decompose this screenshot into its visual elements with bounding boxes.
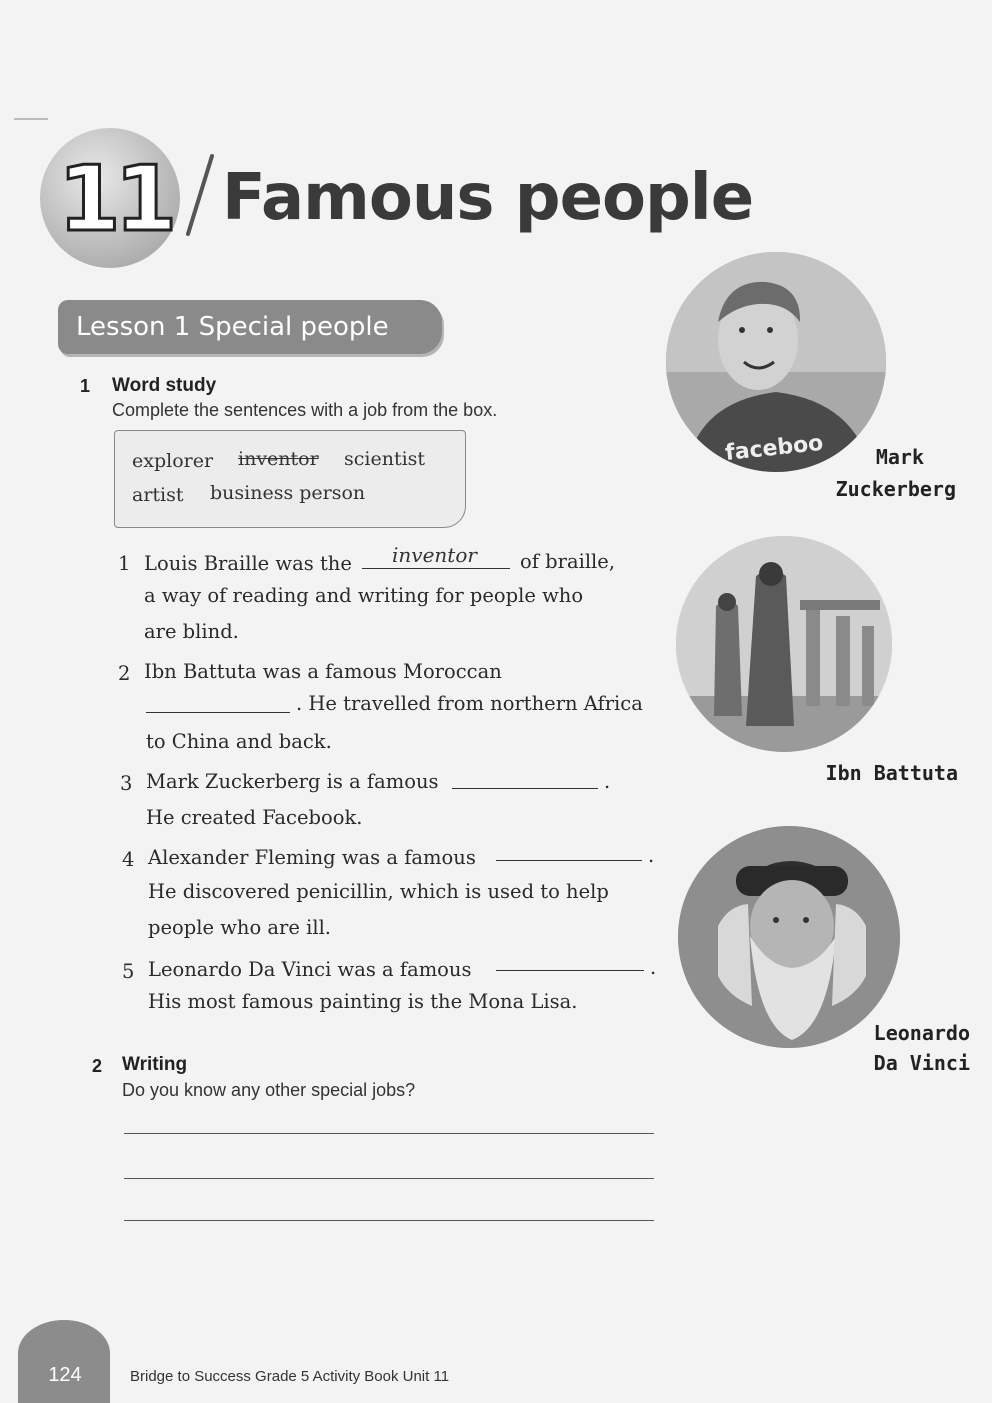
sentence-3-period: . bbox=[604, 770, 611, 793]
page-number: 124 bbox=[48, 1364, 82, 1386]
sentence-5-period: . bbox=[650, 956, 657, 979]
exercise-2-number: 2 bbox=[92, 1056, 103, 1076]
sentence-2-line-1: Ibn Battuta was a famous Moroccan bbox=[144, 660, 502, 683]
word-box bbox=[114, 430, 466, 528]
sentence-2-number: 2 bbox=[118, 662, 131, 685]
caption-ibn-battuta: Ibn Battuta bbox=[825, 761, 958, 785]
sentence-5-line-1: Leonardo Da Vinci was a famous bbox=[148, 958, 472, 981]
unit-number: 11 bbox=[58, 147, 172, 252]
caption-leonardo: Leonardo bbox=[873, 1021, 970, 1045]
sentence-4-line-3: people who are ill. bbox=[148, 916, 332, 939]
sentence-1-text-a: Louis Braille was the bbox=[144, 552, 352, 575]
ibn-battuta-portrait bbox=[676, 536, 892, 752]
sentence-5-blank[interactable] bbox=[496, 968, 644, 971]
caption-da-vinci: Da Vinci bbox=[873, 1051, 970, 1075]
exercise-1-instruction: Complete the sentences with a job from the box. bbox=[112, 400, 498, 420]
sentence-4-line-2: He discovered penicillin, which is used to help bbox=[148, 880, 609, 903]
sentence-3-line-2: He created Facebook. bbox=[146, 806, 363, 829]
exercise-2-instruction: Do you know any other special jobs? bbox=[122, 1080, 416, 1100]
top-rule bbox=[14, 118, 48, 120]
title-slash-icon bbox=[182, 150, 216, 240]
word-explorer: explorer bbox=[132, 450, 214, 472]
sentence-4-period: . bbox=[648, 844, 655, 867]
word-inventor-struck: inventor bbox=[238, 448, 319, 470]
sentence-2-blank[interactable] bbox=[146, 710, 290, 713]
sentence-5-line-2: His most famous painting is the Mona Lisa. bbox=[148, 990, 578, 1013]
sentence-2-line-3: to China and back. bbox=[146, 730, 332, 753]
sentence-2-line-2: . He travelled from northern Africa bbox=[296, 692, 643, 715]
sentence-1-line-2: a way of reading and writing for people who bbox=[144, 584, 584, 607]
writing-line-3[interactable] bbox=[124, 1220, 654, 1221]
caption-mark: Mark bbox=[875, 445, 924, 469]
word-artist: artist bbox=[132, 484, 184, 506]
sentence-4-line-1: Alexander Fleming was a famous bbox=[148, 846, 476, 869]
exercise-1-heading: Word study bbox=[112, 375, 217, 396]
footer-book-title: Bridge to Success Grade 5 Activity Book Unit 11 bbox=[130, 1368, 450, 1385]
sentence-3-number: 3 bbox=[120, 772, 133, 795]
mark-zuckerberg-portrait bbox=[666, 252, 886, 472]
sentence-1-line-3: are blind. bbox=[144, 620, 239, 643]
unit-title: Famous people bbox=[222, 161, 754, 235]
writing-line-1[interactable] bbox=[124, 1133, 654, 1134]
sentence-1-text-b: of braille, bbox=[520, 550, 616, 573]
facebook-shirt-text: faceboo bbox=[724, 430, 825, 466]
sentence-1-number: 1 bbox=[118, 552, 131, 575]
exercise-1-number: 1 bbox=[80, 376, 91, 396]
exercise-2-heading: Writing bbox=[122, 1054, 188, 1075]
sentence-4-blank[interactable] bbox=[496, 858, 642, 861]
page-number-tab bbox=[18, 1320, 110, 1403]
word-scientist: scientist bbox=[344, 448, 426, 470]
sentence-3-line-1: Mark Zuckerberg is a famous bbox=[146, 770, 439, 793]
word-business-person: business person bbox=[210, 482, 366, 504]
writing-line-2[interactable] bbox=[124, 1178, 654, 1179]
leonardo-da-vinci-portrait bbox=[678, 826, 900, 1048]
sentence-4-number: 4 bbox=[122, 848, 135, 871]
sentence-1-answer: inventor bbox=[392, 543, 477, 567]
caption-zuckerberg: Zuckerberg bbox=[835, 477, 956, 501]
sentence-1-blank bbox=[362, 566, 510, 569]
lesson-title: Lesson 1 Special people bbox=[76, 312, 389, 342]
sentence-3-blank[interactable] bbox=[452, 786, 598, 789]
sentence-5-number: 5 bbox=[122, 960, 135, 983]
